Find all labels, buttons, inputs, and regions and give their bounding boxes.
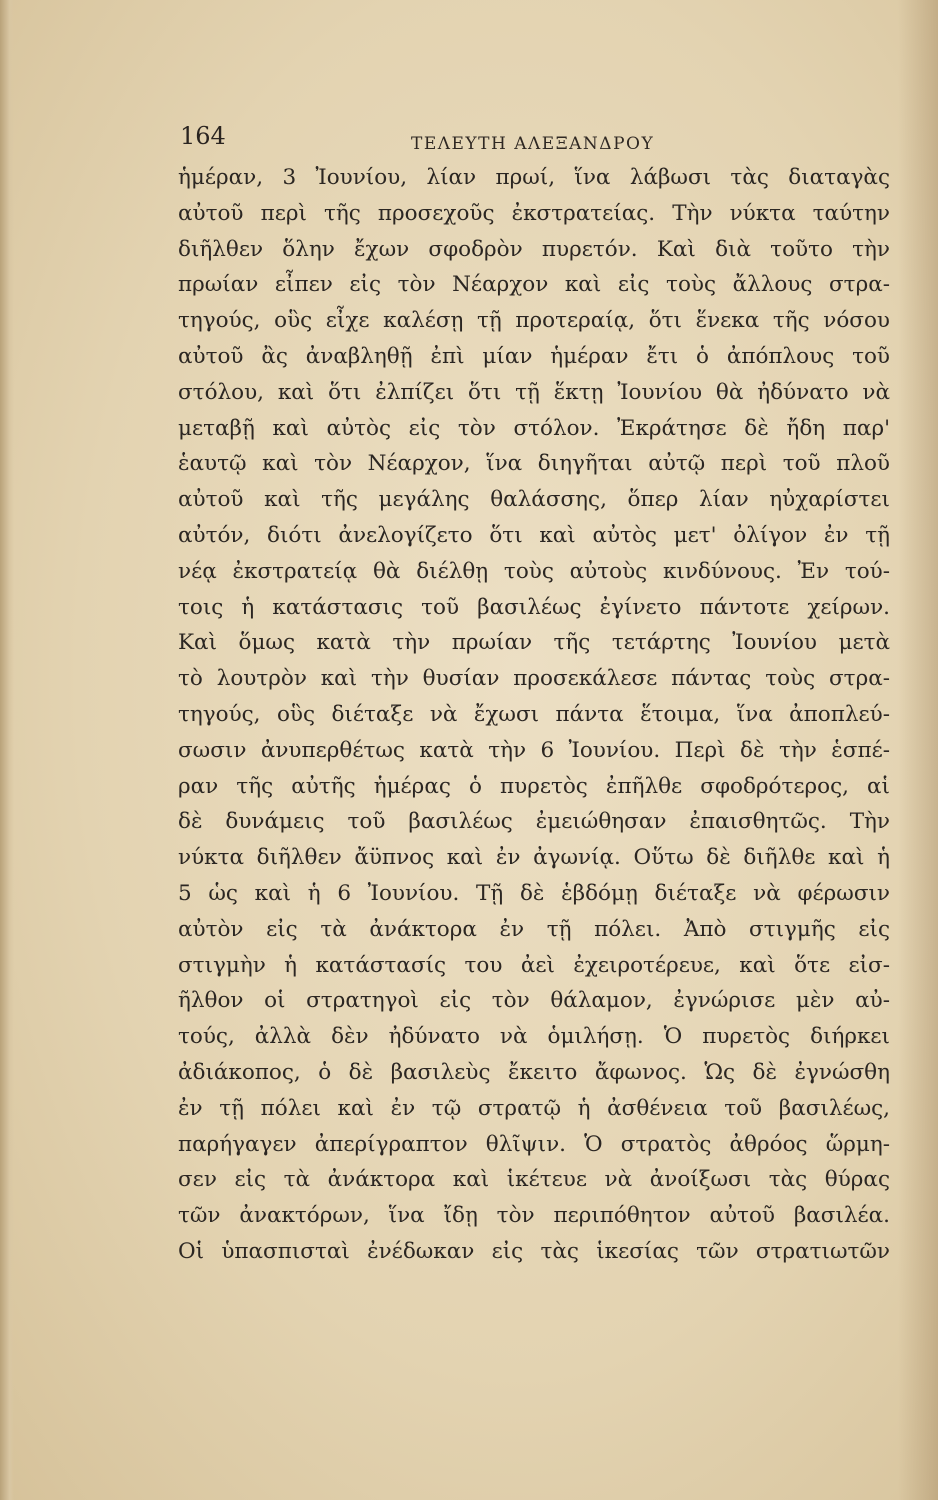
text-line: νύκτα διῆλθεν ἄϋπνος καὶ ἐν ἀγωνίᾳ. Οὕτω δὲ διῆλθε καὶ ἡ [178, 845, 890, 871]
text-line: ἑαυτῷ καὶ τὸν Νέαρχον, ἵνα διηγῆται αὐτῷ περὶ τοῦ πλοῦ [178, 451, 890, 477]
text-line: ἀδιάκοπος, ὁ δὲ βασιλεὺς ἔκειτο ἄφωνος. Ὡς δὲ ἐγνώσθη [178, 1059, 890, 1085]
text-line: ἐν τῇ πόλει καὶ ἐν τῷ στρατῷ ἡ ἀσθένεια τοῦ βασιλέως, [178, 1095, 890, 1121]
text-line: τηγούς, οὓς εἶχε καλέσῃ τῇ προτεραίᾳ, ὅτι ἕνεκα τῆς νόσου [178, 308, 890, 334]
text-line: σεν εἰς τὰ ἀνάκτορα καὶ ἱκέτευε νὰ ἀνοίξωσι τὰς θύρας [178, 1167, 890, 1193]
text-line: νέᾳ ἐκστρατείᾳ θὰ διέλθῃ τοὺς αὐτοὺς κινδύνους. Ἐν τού- [178, 558, 890, 584]
text-line: ἡμέραν, 3 Ἰουνίου, λίαν πρωί, ἵνα λάβωσι τὰς διαταγὰς [178, 165, 890, 190]
text-line: δὲ δυνάμεις τοῦ βασιλέως ἐμειώθησαν ἐπαισθητῶς. Τὴν [178, 809, 890, 835]
text-line: σωσιν ἀνυπερθέτως κατὰ τὴν 6 Ἰουνίου. Περὶ δὲ τὴν ἑσπέ- [178, 737, 890, 763]
page-right-shadow [898, 0, 938, 1500]
text-line: τοις ἡ κατάστασις τοῦ βασιλέως ἐγίνετο πάντοτε χείρων. [178, 594, 890, 620]
text-line: 5 ὡς καὶ ἡ 6 Ἰουνίου. Τῇ δὲ ἑβδόμῃ διέταξε νὰ φέρωσιν [178, 880, 890, 906]
page-header [180, 122, 880, 162]
text-line: αὐτοῦ περὶ τῆς προσεχοῦς ἐκστρατείας. Τὴν νύκτα ταύτην [178, 200, 890, 226]
text-line: τῶν ἀνακτόρων, ἵνα ἴδῃ τὸν περιπόθητον αὐτοῦ βασιλέα. [178, 1203, 890, 1229]
text-line: Καὶ ὅμως κατὰ τὴν πρωίαν τῆς τετάρτης Ἰουνίου μετὰ [178, 630, 890, 656]
text-line: ῆλθον οἱ στρατηγοὶ εἰς τὸν θάλαμον, ἐγνώρισε μὲν αὐ- [178, 988, 890, 1014]
page-number: 164 [180, 122, 226, 150]
text-line: αὐτοῦ ἂς ἀναβληθῇ ἐπὶ μίαν ἡμέραν ἔτι ὁ ἀπόπλους τοῦ [178, 343, 890, 369]
text-line: αὐτὸν εἰς τὰ ἀνάκτορα ἐν τῇ πόλει. Ἀπὸ στιγμῆς εἰς [178, 916, 890, 942]
text-line: μεταβῇ καὶ αὐτὸς εἰς τὸν στόλον. Ἐκράτησε δὲ ἤδη παρ' [178, 415, 890, 441]
text-line: στιγμὴν ἡ κατάστασίς του ἀεὶ ἐχειροτέρευε, καὶ ὅτε εἰσ- [178, 952, 890, 978]
text-line: αὐτοῦ καὶ τῆς μεγάλης θαλάσσης, ὅπερ λίαν ηὐχαρίστει [178, 487, 890, 513]
text-line: διῆλθεν ὅλην ἔχων σφοδρὸν πυρετόν. Καὶ διὰ τοῦτο τὴν [178, 236, 890, 262]
text-line: τούς, ἀλλὰ δὲν ἠδύνατο νὰ ὁμιλήσῃ. Ὁ πυρετὸς διήρκει [178, 1024, 890, 1050]
text-line: τηγούς, οὓς διέταξε νὰ ἔχωσι πάντα ἕτοιμα, ἵνα ἀποπλεύ- [178, 701, 890, 727]
body-text [178, 160, 890, 1270]
text-line: Οἱ ὑπασπισταὶ ἐνέδωκαν εἰς τὰς ἱκεσίας τῶν στρατιωτῶν [178, 1238, 890, 1264]
text-line: αὐτόν, διότι ἀνελογίζετο ὅτι καὶ αὐτὸς μετ' ὀλίγον ἐν τῇ [178, 522, 890, 548]
text-line: πρωίαν εἶπεν εἰς τὸν Νέαρχον καὶ εἰς τοὺς ἄλλους στρα- [178, 272, 890, 298]
text-line: τὸ λουτρὸν καὶ τὴν θυσίαν προσεκάλεσε πάντας τοὺς στρα- [178, 666, 890, 692]
text-line: ραν τῆς αὐτῆς ἡμέρας ὁ πυρετὸς ἐπῆλθε σφοδρότερος, αἱ [178, 773, 890, 799]
page-binding-edge [0, 0, 14, 1500]
text-line: παρήγαγεν ἀπερίγραπτον θλῖψιν. Ὁ στρατὸς ἀθρόος ὥρμη- [178, 1131, 890, 1157]
running-title: ΤΕΛΕΥΤΗ ΑΛΕΞΑΝΔΡΟΥ [411, 134, 655, 154]
text-line: στόλου, καὶ ὅτι ἐλπίζει ὅτι τῇ ἕκτῃ Ἰουνίου θὰ ἠδύνατο νὰ [178, 379, 890, 405]
